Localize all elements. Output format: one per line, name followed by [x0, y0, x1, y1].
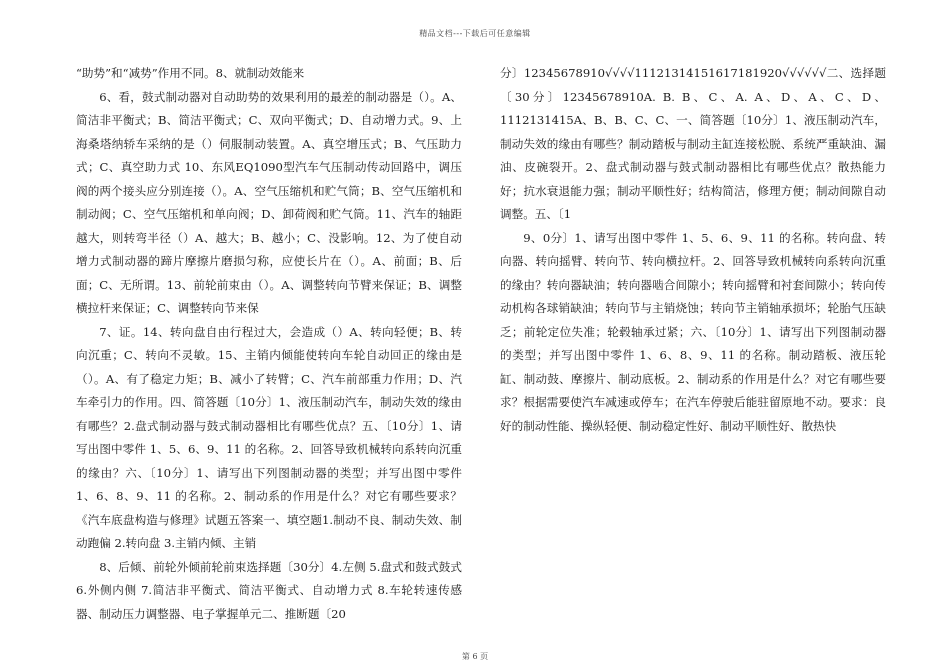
left-paragraph-2: 6、看，鼓式制动器对自动助势的效果利用的最差的制动器是（）。A、简洁非平衡式；B、简洁平衡式；C、双向平衡式；D、自动增力式。9、上海桑塔纳轿车采纳的是（）伺服制动装置。A、真空增压式；B、气压助力式；C、真空助力式 10、东风EQ1090型汽车气压制动传动回路中，调压阀的两个接头应分别连接（）。A、空气压缩机和贮气筒；B、空气压缩机和制动阀；C、空气压缩机和单向阀；D、卸荷阀和贮气筒。11、汽车的轴距越大，则转弯半径（）A、越大；B、越小；C、没影响。12、为了使自动增力式制动器的蹄片摩擦片磨损匀称，应使长片在（）。A、前面；B、后面；C、无所谓。13、前轮前束由（）。A、调整转向节臂来保证；B、调整横拉杆来保证；C、调整转向节来保 — [76, 89, 462, 315]
page-header: 精品文档---下载后可任意编辑 — [419, 29, 531, 38]
right-paragraph-2: 9、0分〕1、请写出图中零件 1、5、6、9、11 的名称。转向盘、转向器、转向摇臂、转向节、转向横拉杆。2、回答导致机械转向系转向沉重的缘由？转向器缺油；转向器啮合间隙小；转向摇臂和衬套间隙小；转向传动机构各球销缺油；转向节与主销烧蚀；转向节主销轴承损坏；轮胎气压缺乏；前轮定位失准；轮毂轴承过紧；六、〔10分〕1、请写出下列图制动器的类型；并写出图中零件 1、6、8、9、11 的名称。制动踏板、液压轮缸、制动鼓、摩擦片、制动底板。2、制动系的作用是什么？对它有哪些要求？根据需要使汽车减速或停车；在汽车停驶后能驻留原地不动。要求：良好的制动性能、操纵轻便、制动稳定性好、制动平顺性好、散热快 — [500, 230, 886, 433]
left-paragraph-4: 8、后倾、前轮外倾前轮前束选择题〔30分〕4.左侧 5.盘式和鼓式鼓式 6.外侧内侧 7.简洁非平衡式、简洁平衡式、自动增力式 8.车轮转速传感器、制动压力调整器、电子掌握单元二、推断题〔20 — [76, 559, 462, 621]
left-paragraph-3: 7、证。14、转向盘自由行程过大，会造成（）A、转向轻便；B、转向沉重；C、转向不灵敏。15、主销内倾能使转向车轮自动回正的缘由是（）。A、有了稳定力矩；B、减小了转臂；C、汽车前部重力作用；D、汽车牵引力的作用。四、简答题〔10分〕1、液压制动汽车，制动失效的缘由有哪些？2.盘式制动器与鼓式制动器相比有哪些优点？五、〔10分〕1、请写出图中零件 1、5、6、9、11 的名称。2、回答导致机械转向系转向沉重的缘由？六、〔10分〕1、请写出下列图制动器的类型；并写出图中零件 1、6、8、9、11 的名称。2、制动系的作用是什么？对它有哪些要求？《汽车底盘构造与修理》试题五答案一、填空题1.制动不良、制动失效、制动跑偏 2.转向盘 3.主销内倾、主销 — [76, 324, 462, 550]
right-paragraph-1: 分〕12345678910√√√√11121314151617181920√√√√√√二、选择题〔30分〕12345678910A. B. B、C、A. A、D、A、C、D、1112131415A、B、B、C、C、一、简答题〔10分〕1、液压制动汽车，制动失效的缘由有哪些？制动踏板与制动主缸连接松脱、系统严重缺油、漏油、皮碗裂开。2、盘式制动器与鼓式制动器相比有哪些优点？散热能力好；抗水衰退能力强；制动平顺性好；结构简洁，修理方便；制动间隙自动调整。五、〔1 — [500, 66, 886, 221]
page-number: 第 6 页 — [461, 652, 489, 661]
left-column — [76, 62, 462, 626]
right-column — [500, 62, 886, 438]
left-paragraph-1: “助势”和“减势”作用不同。8、就制动效能来 — [76, 66, 305, 80]
